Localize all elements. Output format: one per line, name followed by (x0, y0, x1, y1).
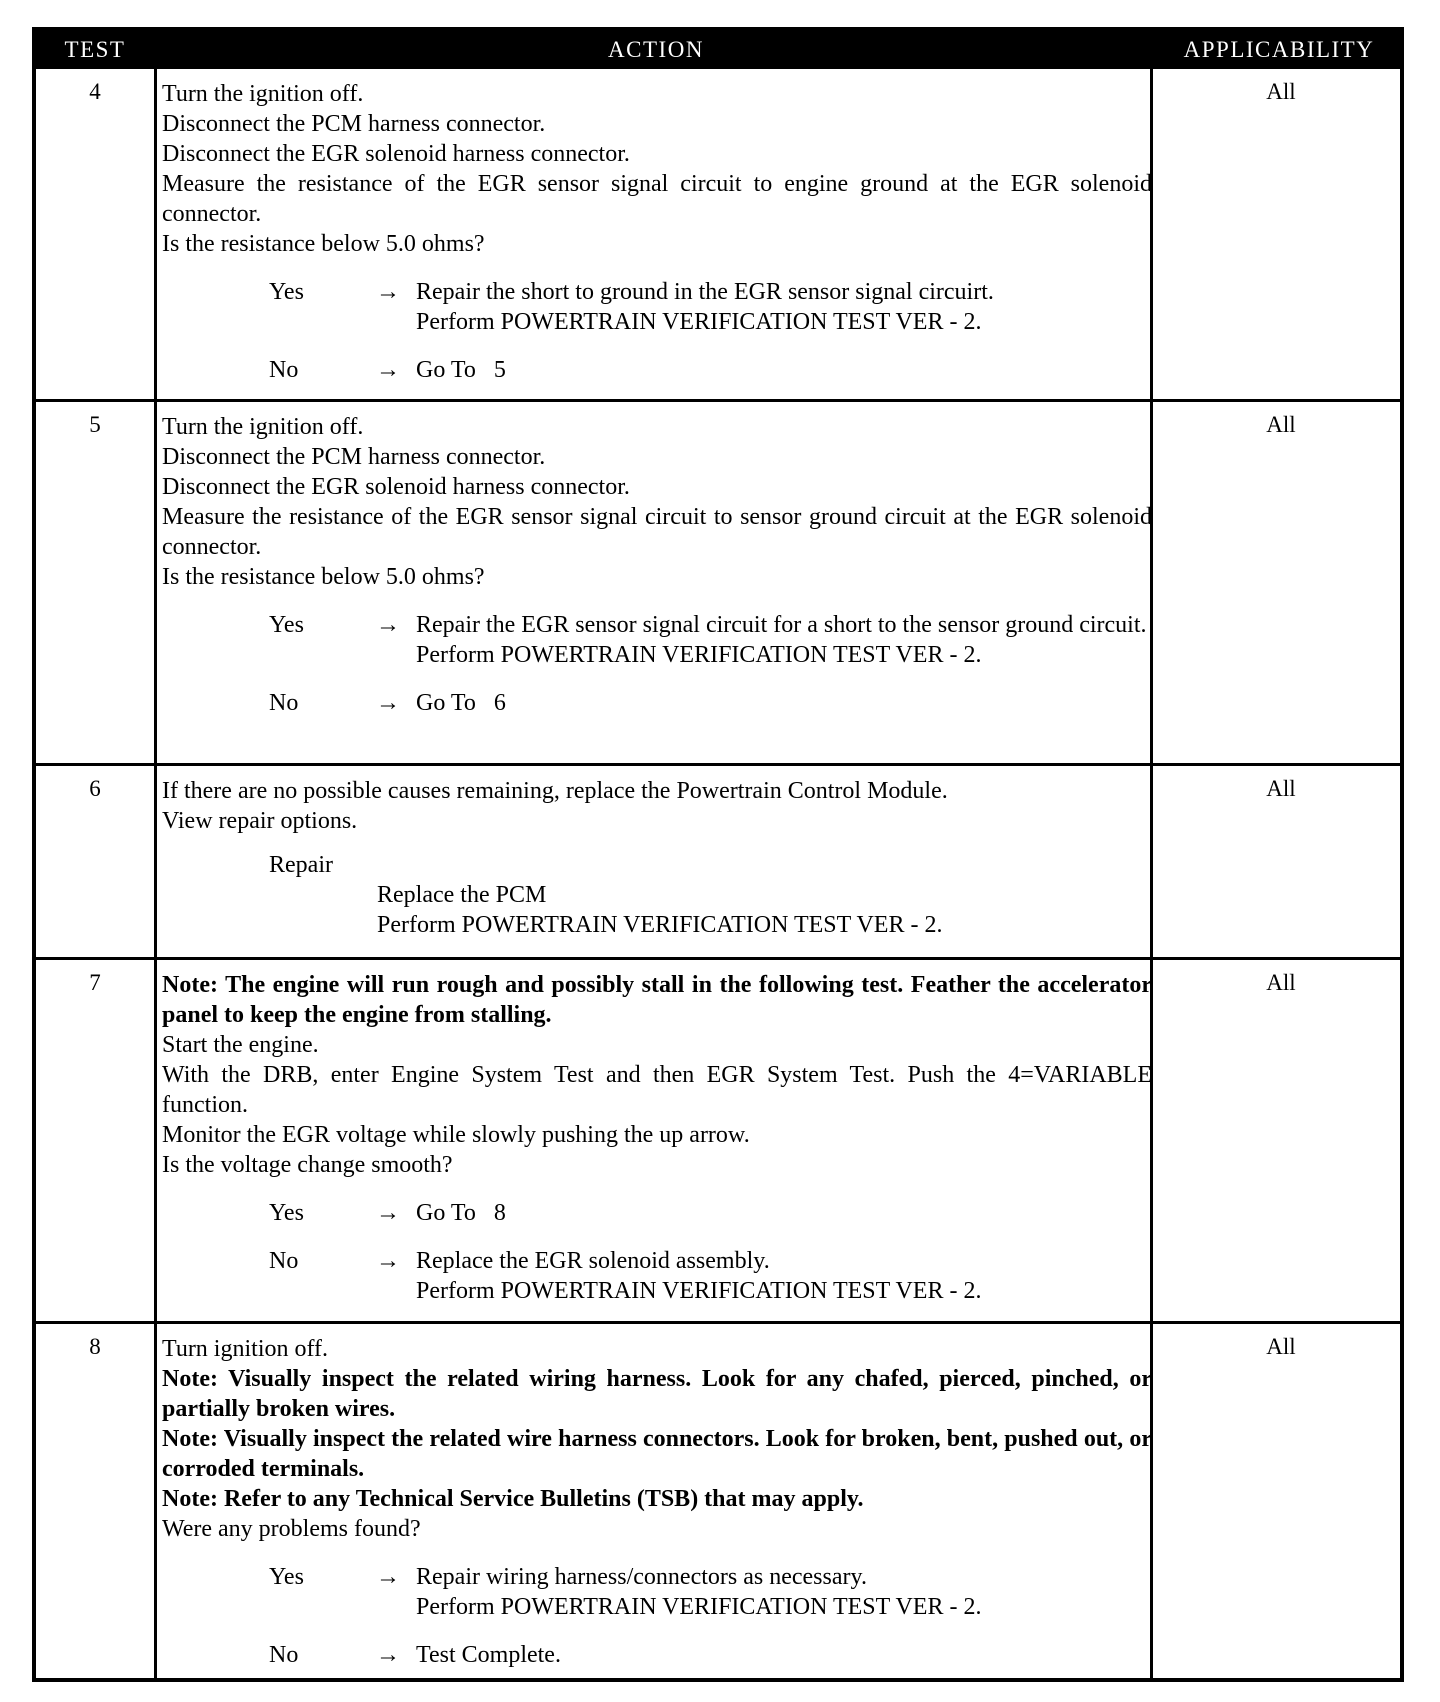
note-text: Note: Visually inspect the related wiring harness. Look for any chafed, pierced, pinched, or partially broken wires. (162, 1366, 1152, 1422)
applicability-cell: All (1266, 1334, 1296, 1359)
action-cell (162, 1334, 1152, 1670)
action-line: Start the engine. (162, 1032, 319, 1058)
right-arrow-icon: → (376, 1642, 400, 1668)
action-line: Turn ignition off. (162, 1336, 329, 1362)
action-line: If there are no possible causes remaining, replace the Powertrain Control Module. (162, 778, 948, 804)
applicability-cell: All (1266, 970, 1296, 995)
action-cell (162, 79, 1152, 385)
right-arrow-icon: → (376, 612, 400, 638)
action-line: Measure the resistance of the EGR sensor signal circuit to engine ground at the EGR solenoid connector. (162, 171, 1152, 227)
applicability-cell: All (1266, 79, 1296, 104)
note-text: Note: Visually inspect the related wire harness connectors. Look for broken, bent, pushed out, or corroded terminals. (162, 1426, 1152, 1482)
table-row (36, 402, 1400, 763)
response-yes: Yes → Repair the short to ground in the EGR sensor signal circuirt. Perform POWERTRAIN VERIFICATION TEST VER - 2. (269, 279, 994, 335)
table-header (36, 31, 1400, 69)
action-line: Monitor the EGR voltage while slowly pushing the up arrow. (162, 1122, 750, 1148)
table-row (36, 766, 1400, 957)
response-no: No → Go To 5 (269, 357, 506, 383)
test-table (32, 27, 1404, 1682)
action-line: Is the resistance below 5.0 ohms? (162, 564, 485, 590)
header-applicability: APPLICABILITY (1183, 37, 1375, 62)
action-line: Disconnect the PCM harness connector. (162, 111, 546, 137)
response-no: No → Test Complete. (269, 1642, 561, 1668)
action-line: View repair options. (162, 808, 358, 834)
right-arrow-icon: → (376, 690, 400, 716)
action-line: With the DRB, enter Engine System Test and then EGR System Test. Push the 4=VARIABLE function. (162, 1062, 1152, 1118)
right-arrow-icon: → (376, 1564, 400, 1590)
response-no: No → Go To 6 (269, 690, 506, 716)
table-row (36, 960, 1400, 1321)
action-line: Disconnect the EGR solenoid harness connector. (162, 474, 630, 500)
action-line: Is the voltage change smooth? (162, 1152, 453, 1178)
right-arrow-icon: → (376, 1248, 400, 1274)
right-arrow-icon: → (376, 279, 400, 305)
note-text: Note: The engine will run rough and possibly stall in the following test. Feather the accelerator panel to keep the engine from stalling. (162, 972, 1152, 1028)
repair-line: Replace the PCM (377, 882, 547, 908)
action-line: Is the resistance below 5.0 ohms? (162, 231, 485, 257)
response-no: No → Replace the EGR solenoid assembly. Perform POWERTRAIN VERIFICATION TEST VER - 2. (269, 1248, 982, 1304)
action-line: Disconnect the EGR solenoid harness connector. (162, 141, 630, 167)
header-action: ACTION (608, 37, 704, 62)
action-line: Measure the resistance of the EGR sensor signal circuit to sensor ground circuit at the EGR solenoid connector. (162, 504, 1152, 560)
response-yes: Yes → Go To 8 (269, 1200, 506, 1226)
applicability-cell: All (1266, 412, 1296, 437)
action-cell (162, 970, 1152, 1306)
test-number: 5 (89, 412, 101, 437)
response-yes: Yes → Repair the EGR sensor signal circuit for a short to the sensor ground circuit. Perform POWERTRAIN VERIFICATION TEST VER - 2. (269, 612, 1147, 668)
action-line: Were any problems found? (162, 1516, 421, 1542)
test-number: 6 (89, 776, 101, 801)
note-text: Note: Refer to any Technical Service Bulletins (TSB) that may apply. (162, 1486, 864, 1512)
action-line: Disconnect the PCM harness connector. (162, 444, 546, 470)
table-row (36, 69, 1400, 401)
table-row (36, 1324, 1400, 1679)
right-arrow-icon: → (376, 1200, 400, 1226)
repair-label: Repair (269, 852, 333, 878)
applicability-cell: All (1266, 776, 1296, 801)
test-number: 8 (89, 1334, 101, 1359)
action-line: Turn the ignition off. (162, 414, 364, 440)
repair-line: Perform POWERTRAIN VERIFICATION TEST VER - 2. (377, 912, 943, 938)
right-arrow-icon: → (376, 357, 400, 383)
action-cell (162, 776, 1152, 940)
action-cell (162, 412, 1152, 718)
action-line: Turn the ignition off. (162, 81, 364, 107)
response-yes: Yes → Repair wiring harness/connectors as necessary. Perform POWERTRAIN VERIFICATION TEST VER - 2. (269, 1564, 982, 1620)
test-number: 7 (89, 970, 101, 995)
test-number: 4 (89, 79, 101, 104)
header-test: TEST (64, 37, 126, 62)
